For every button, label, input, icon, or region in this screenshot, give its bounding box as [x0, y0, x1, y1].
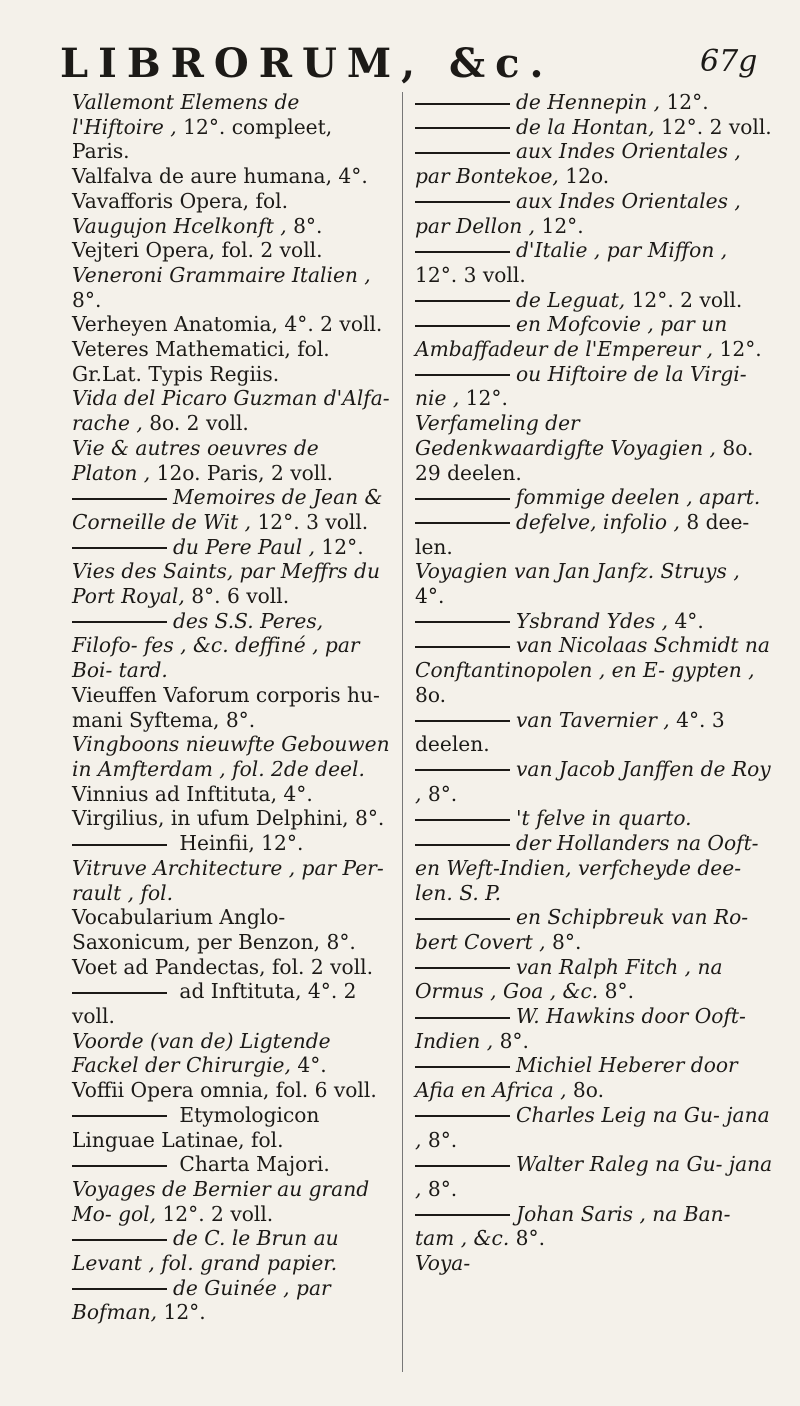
ditto-dash: [415, 1214, 510, 1216]
catalog-entry: [72, 732, 390, 781]
entry-details: 12°.: [321, 534, 364, 559]
entry-details: Vieuffen Vaforum corporis hu- mani Syftema, 8°.: [72, 682, 380, 732]
entry-title: de Hennepin ,: [516, 90, 661, 114]
catalog-entry: [415, 510, 775, 559]
entry-details: 8°. 6 voll.: [191, 584, 290, 609]
ditto-dash: [415, 967, 510, 969]
entry-title: en Schipbreuk van Ro- bert Covert ,: [415, 905, 749, 954]
ditto-dash: [72, 1239, 167, 1241]
entry-title: Voyagien van Jan Janfz. Struys ,: [415, 559, 740, 584]
entry-details: 12o. Paris, 2 voll.: [156, 460, 334, 485]
entry-title: van Tavernier ,: [516, 707, 670, 732]
entry-title: d'Italie , par Miffon ,: [516, 238, 728, 263]
ditto-dash: [415, 844, 510, 846]
catalog-entry: [72, 856, 390, 905]
ditto-dash: [415, 201, 510, 203]
entry-details: Voet ad Pandectas, fol. 2 voll.: [72, 954, 374, 979]
catalog-entry: [72, 683, 390, 732]
ditto-dash: [415, 646, 510, 648]
entry-details: Veteres Mathematici, fol. Gr.Lat. Typis Regiis.: [72, 337, 330, 386]
column-divider: [402, 92, 403, 1372]
entry-details: Vinnius ad Inftituta, 4°.: [72, 781, 313, 806]
catalog-entry: [72, 312, 390, 337]
catalog-entry: [72, 559, 390, 608]
catalog-entry: [415, 362, 775, 411]
entry-details: 12°.: [541, 213, 584, 238]
entry-details: 12°. 2 voll.: [660, 114, 772, 139]
catalog-entry: [72, 1177, 390, 1226]
page-number: 67g: [700, 44, 758, 79]
entry-title: Vallemont Elemens de l'Hiftoire ,: [72, 90, 300, 139]
catalog-entry: [415, 189, 775, 238]
entry-title: aux Indes Orientales , par Bontekoe,: [415, 139, 741, 189]
entry-details: 12o.: [565, 164, 610, 189]
entry-details: 8o.: [572, 1078, 604, 1103]
entry-title: de la Hontan,: [516, 114, 655, 139]
catalog-entry: [72, 955, 390, 980]
ditto-dash: [72, 547, 167, 549]
entry-title: Voyages de Bernier au grand Mo- gol,: [72, 1176, 370, 1226]
catalog-entry: [72, 905, 390, 954]
ditto-dash: [415, 251, 510, 253]
entry-title: en Mofcovie , par un Ambaffadeur de l'Empereur ,: [415, 312, 728, 362]
entry-title: Veneroni Grammaire Italien ,: [72, 262, 371, 287]
catalog-entry: [72, 263, 390, 312]
catalog-entry: [415, 559, 775, 608]
entry-title: Vie & autres oeuvres de Platon ,: [72, 435, 319, 485]
entry-details: Voffii Opera omnia, fol. 6 voll.: [72, 1078, 377, 1103]
entry-title: Charles Leig na Gu- jana ,: [415, 1102, 770, 1152]
ditto-dash: [415, 522, 510, 524]
catalog-entry: [415, 1053, 775, 1102]
catalog-entry: [415, 1251, 775, 1276]
ditto-dash: [415, 621, 510, 623]
entry-details: 8 dee- len.: [415, 509, 750, 559]
entry-details: Vavafforis Opera, fol.: [72, 188, 289, 213]
entry-details: 12°.: [163, 1300, 206, 1325]
ditto-dash: [72, 621, 167, 623]
entry-details: ad Inftituta, 4°. 2 voll.: [72, 979, 357, 1029]
catalog-entry: [72, 485, 390, 534]
ditto-dash: [415, 103, 510, 105]
entry-title: Voorde (van de) Ligtende Fackel der Chirurgie,: [72, 1028, 331, 1078]
catalog-entry: [415, 831, 775, 905]
entry-title: de C. le Brun au Levant , fol. grand papier.: [72, 1226, 339, 1276]
catalog-entry: [415, 1004, 775, 1053]
catalog-entry: [72, 1103, 390, 1152]
entry-details: Verheyen Anatomia, 4°. 2 voll.: [72, 312, 383, 337]
entry-details: 8°.: [515, 1226, 546, 1251]
entry-details: Heinfii, 12°.: [179, 831, 304, 856]
catalog-entry: [415, 485, 775, 510]
entry-title: des S.S. Peres, Filofo- fes , &c. deffiné , par Boi- tard.: [72, 608, 360, 683]
entry-details: Charta Majori.: [179, 1152, 330, 1177]
entry-details: 12°. 2 voll.: [631, 287, 743, 312]
catalog-entry: [72, 831, 390, 856]
catalog-entry: [415, 139, 775, 188]
entry-title: Ysbrand Ydes ,: [516, 608, 669, 633]
entry-title: der Hollanders na Ooft- en Weft-Indien, verfcheyde dee- len. S. P.: [415, 831, 759, 905]
ditto-dash: [415, 300, 510, 302]
entry-title: Vies des Saints, par Meffrs du Port Royal,: [72, 559, 380, 609]
entry-details: 12°. 3 voll.: [257, 509, 369, 534]
catalog-entry: [415, 1103, 775, 1152]
entry-details: 12°. compleet, Paris.: [72, 114, 333, 164]
ditto-dash: [72, 1165, 167, 1167]
entry-details: Vocabularium Anglo-Saxonicum, per Benzon, 8°.: [72, 905, 356, 954]
entry-title: W. Hawkins door Ooft-Indien ,: [415, 1004, 746, 1053]
entry-title: Memoires de Jean & Corneille de Wit ,: [72, 485, 383, 534]
catalog-entry: [72, 189, 390, 214]
ditto-dash: [72, 992, 167, 994]
entry-details: 8°.: [427, 781, 458, 806]
catalog-entry: [72, 1276, 390, 1325]
catalog-entry: [415, 708, 775, 757]
entry-title: du Pere Paul ,: [173, 534, 315, 559]
entry-details: 8°.: [499, 1028, 529, 1053]
catalog-entry: [415, 806, 775, 831]
ditto-dash: [415, 1115, 510, 1117]
entry-title: van Jacob Janffen de Roy ,: [415, 756, 771, 806]
entry-details: 8°.: [552, 929, 582, 954]
ditto-dash: [415, 152, 510, 154]
entry-title: Walter Raleg na Gu- jana ,: [415, 1152, 773, 1201]
entry-details: Valfalva de aure humana, 4°.: [72, 164, 368, 189]
ditto-dash: [415, 374, 510, 376]
ditto-dash: [415, 498, 510, 500]
catalog-entry: [415, 90, 775, 115]
ditto-dash: [72, 844, 167, 846]
catalog-entry: [415, 411, 775, 485]
catalog-entry: [415, 1152, 775, 1201]
catalog-entry: [72, 782, 390, 807]
ditto-dash: [415, 1017, 510, 1019]
entry-title: de Guinée , par Bofman,: [72, 1275, 331, 1325]
ditto-dash: [415, 769, 510, 771]
right-column: [415, 90, 775, 1276]
entry-title: ou Hiftoire de la Virgi- nie ,: [415, 361, 747, 411]
entry-details: 12°. 2 voll.: [162, 1201, 274, 1226]
catalog-entry: [72, 386, 390, 435]
catalog-entry: [72, 535, 390, 560]
ditto-dash: [415, 127, 510, 129]
catalog-entry: [415, 115, 775, 140]
entry-details: 12°.: [666, 90, 709, 114]
entry-title: 't felve in quarto.: [516, 806, 692, 831]
catalog-entry: [415, 955, 775, 1004]
entry-title: van Ralph Fitch , na Ormus , Goa , &c.: [415, 954, 723, 1004]
catalog-entry: [415, 238, 775, 287]
page-title: LIBRORUM, &c.: [60, 40, 554, 87]
catalog-entry: [415, 905, 775, 954]
catalog-entry: [72, 1152, 390, 1177]
entry-title: Michiel Heberer door Afia en Africa ,: [415, 1053, 738, 1103]
ditto-dash: [72, 498, 167, 500]
entry-title: Johan Saris , na Ban- tam , &c.: [415, 1201, 731, 1251]
entry-title: Vida del Picaro Guzman d'Alfa- rache ,: [72, 386, 390, 436]
ditto-dash: [415, 1066, 510, 1068]
catalog-entry: [415, 633, 775, 707]
catalog-entry: [415, 312, 775, 361]
entry-details: Vejteri Opera, fol. 2 voll.: [72, 238, 323, 263]
ditto-dash: [415, 720, 510, 722]
entry-details: 8°.: [427, 1127, 458, 1152]
entry-title: Voya-: [415, 1251, 471, 1276]
catalog-entry: [72, 1226, 390, 1275]
entry-details: 12°.: [719, 337, 762, 362]
ditto-dash: [415, 819, 510, 821]
catalog-entry: [72, 609, 390, 683]
entry-details: 4°.: [415, 584, 445, 609]
catalog-entry: [72, 238, 390, 263]
catalog-entry: [72, 1029, 390, 1078]
catalog-entry: [72, 1078, 390, 1103]
entry-details: 8o. 29 deelen.: [415, 435, 754, 485]
entry-title: Verfameling der Gedenkwaardigfte Voyagien ,: [415, 411, 716, 460]
ditto-dash: [415, 325, 510, 327]
entry-details: 4°.: [297, 1053, 327, 1078]
entry-title: fommige deelen , apart.: [516, 485, 761, 510]
entry-details: 8°.: [604, 979, 634, 1004]
ditto-dash: [72, 1288, 167, 1290]
entry-details: 12°.: [465, 386, 508, 411]
catalog-entry: [415, 1202, 775, 1251]
catalog-entry: [72, 214, 390, 239]
ditto-dash: [72, 1115, 167, 1117]
catalog-entry: [415, 757, 775, 806]
entry-title: aux Indes Orientales , par Dellon ,: [415, 188, 741, 238]
entry-details: 12°. 3 voll.: [415, 262, 526, 287]
entry-title: van Nicolaas Schmidt na Conftantinopolen , en E- gypten ,: [415, 633, 770, 683]
catalog-entry: [72, 436, 390, 485]
entry-details: 8o.: [415, 682, 447, 707]
entry-details: Virgilius, in ufum Delphini, 8°.: [72, 806, 385, 831]
entry-details: 8o. 2 voll.: [149, 411, 249, 436]
catalog-entry: [72, 337, 390, 386]
entry-details: 4°. 3 deelen.: [415, 707, 725, 757]
ditto-dash: [415, 1165, 510, 1167]
left-column: [72, 90, 390, 1325]
entry-details: 8°.: [427, 1176, 458, 1201]
catalog-entry: [415, 609, 775, 634]
entry-title: Vaugujon Hcelkonft ,: [72, 213, 287, 238]
catalog-entry: [415, 288, 775, 313]
entry-title: defelve, infolio ,: [516, 509, 680, 534]
catalog-entry: [72, 164, 390, 189]
catalog-entry: [72, 90, 390, 164]
entry-details: 4°.: [674, 608, 704, 633]
entry-details: Etymologicon Linguae Latinae, fol.: [72, 1102, 320, 1152]
ditto-dash: [415, 918, 510, 920]
catalog-entry: [72, 979, 390, 1028]
entry-title: Vingboons nieuwfte Gebouwen in Amfterdam , fol. 2de deel.: [72, 732, 390, 781]
entry-title: Vitruve Architecture , par Per- rault , fol.: [72, 855, 384, 905]
entry-details: 8°.: [72, 287, 102, 312]
catalog-entry: [72, 806, 390, 831]
entry-title: de Leguat,: [516, 287, 626, 312]
entry-details: 8°.: [293, 213, 323, 238]
